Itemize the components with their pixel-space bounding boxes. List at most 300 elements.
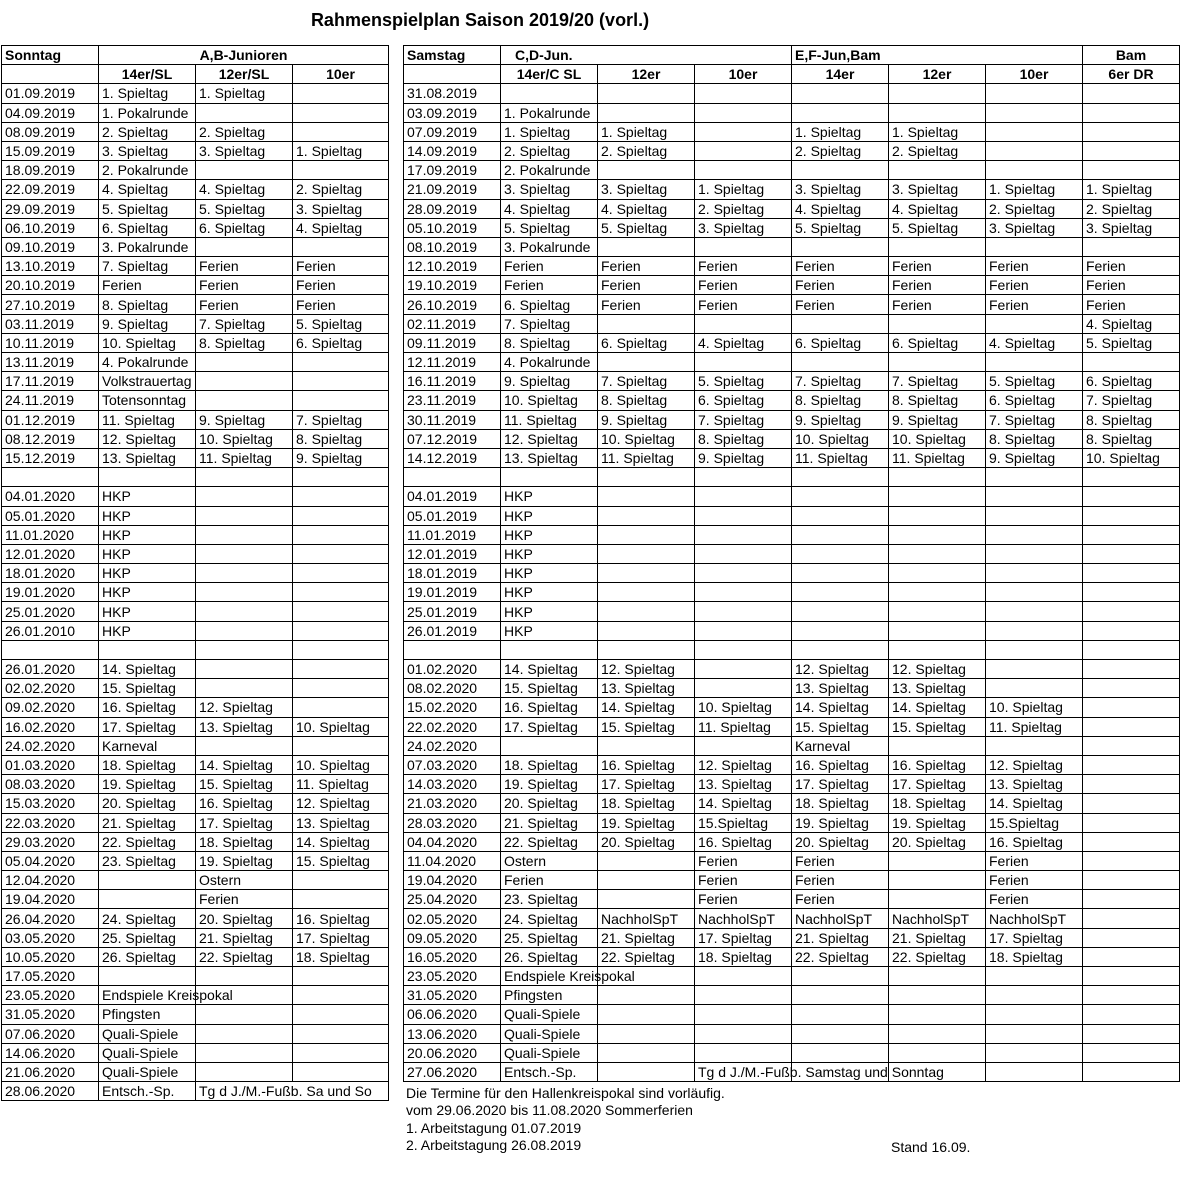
schedule-cell: 7. Spieltag — [501, 314, 598, 333]
schedule-cell — [986, 1005, 1083, 1024]
schedule-cell: 16. Spieltag — [598, 755, 695, 774]
table-row — [404, 794, 1180, 813]
table-row — [2, 1005, 389, 1024]
schedule-cell: 12. Spieltag — [695, 755, 792, 774]
schedule-cell: 8. Spieltag — [986, 429, 1083, 448]
schedule-cell — [598, 103, 695, 122]
schedule-cell: 22. Spieltag — [196, 947, 293, 966]
schedule-cell — [1083, 851, 1180, 870]
schedule-cell — [695, 141, 792, 160]
schedule-cell — [598, 1024, 695, 1043]
schedule-cell — [1083, 1043, 1180, 1062]
date-cell: 19.04.2020 — [404, 871, 501, 890]
schedule-cell: Ferien — [792, 257, 889, 276]
schedule-cell — [1083, 544, 1180, 563]
schedule-cell — [1083, 909, 1180, 928]
date-cell: 25.04.2020 — [404, 890, 501, 909]
schedule-cell — [792, 487, 889, 506]
schedule-cell — [293, 621, 389, 640]
schedule-cell: 19. Spieltag — [889, 813, 986, 832]
schedule-cell — [598, 621, 695, 640]
schedule-cell: 25. Spieltag — [99, 928, 196, 947]
schedule-cell: 14. Spieltag — [598, 698, 695, 717]
schedule-cell: 26. Spieltag — [99, 947, 196, 966]
schedule-cell: 9. Spieltag — [501, 372, 598, 391]
schedule-cell: Pfingsten — [99, 1005, 196, 1024]
schedule-cell: 10. Spieltag — [986, 698, 1083, 717]
schedule-cell: 1. Spieltag — [501, 122, 598, 141]
schedule-cell: 13. Spieltag — [792, 679, 889, 698]
schedule-cell — [986, 353, 1083, 372]
schedule-cell: 13. Spieltag — [695, 775, 792, 794]
schedule-cell: 15. Spieltag — [792, 717, 889, 736]
table-row — [404, 410, 1180, 429]
schedule-cell — [792, 967, 889, 986]
schedule-cell — [293, 506, 389, 525]
schedule-cell — [695, 525, 792, 544]
date-cell: 16.05.2020 — [404, 947, 501, 966]
schedule-cell: 18. Spieltag — [986, 947, 1083, 966]
schedule-cell: 1. Spieltag — [1083, 180, 1180, 199]
table-row — [2, 333, 389, 352]
table-row — [2, 237, 389, 256]
schedule-cell — [695, 736, 792, 755]
schedule-cell: 10. Spieltag — [695, 698, 792, 717]
table-row — [2, 679, 389, 698]
schedule-cell: HKP — [501, 564, 598, 583]
schedule-cell: 8. Spieltag — [196, 333, 293, 352]
schedule-cell: 16. Spieltag — [501, 698, 598, 717]
schedule-cell — [889, 851, 986, 870]
schedule-cell: 15.Spieltag — [695, 813, 792, 832]
date-cell: 16.11.2019 — [404, 372, 501, 391]
schedule-cell — [986, 564, 1083, 583]
schedule-cell: 21. Spieltag — [99, 813, 196, 832]
schedule-cell — [196, 391, 293, 410]
schedule-cell — [695, 679, 792, 698]
schedule-cell: 8. Spieltag — [792, 391, 889, 410]
table-row — [2, 122, 389, 141]
schedule-cell: 11. Spieltag — [792, 448, 889, 467]
date-cell: 12.01.2020 — [2, 544, 99, 563]
schedule-cell: 3. Spieltag — [501, 180, 598, 199]
schedule-cell — [196, 967, 293, 986]
schedule-cell — [293, 468, 389, 487]
date-cell: 24.02.2020 — [2, 736, 99, 755]
schedule-cell — [792, 84, 889, 103]
saturday-schedule-table — [403, 45, 1180, 1082]
schedule-cell: 20. Spieltag — [501, 794, 598, 813]
schedule-cell — [695, 353, 792, 372]
schedule-cell: 8. Spieltag — [598, 391, 695, 410]
schedule-cell: 4. Spieltag — [196, 180, 293, 199]
schedule-cell: HKP — [501, 544, 598, 563]
table-row — [2, 909, 389, 928]
table-row — [2, 487, 389, 506]
schedule-cell: 4. Spieltag — [695, 333, 792, 352]
schedule-cell: 2. Spieltag — [695, 199, 792, 218]
table-row — [404, 909, 1180, 928]
schedule-cell — [1083, 1062, 1180, 1081]
schedule-cell: 24. Spieltag — [501, 909, 598, 928]
table-row — [2, 410, 389, 429]
table-row — [2, 717, 389, 736]
schedule-cell: 19. Spieltag — [792, 813, 889, 832]
date-cell: 16.02.2020 — [2, 717, 99, 736]
schedule-cell: 2. Spieltag — [1083, 199, 1180, 218]
schedule-cell: 5. Spieltag — [889, 218, 986, 237]
schedule-cell — [598, 544, 695, 563]
schedule-cell — [598, 1043, 695, 1062]
date-cell: 05.01.2020 — [2, 506, 99, 525]
schedule-cell: 1. Spieltag — [792, 122, 889, 141]
schedule-cell: 17. Spieltag — [598, 775, 695, 794]
date-cell: 18.01.2019 — [404, 564, 501, 583]
schedule-cell — [196, 660, 293, 679]
schedule-cell — [1083, 353, 1180, 372]
schedule-cell: 8. Spieltag — [695, 429, 792, 448]
schedule-cell — [196, 1062, 293, 1081]
date-cell: 22.09.2019 — [2, 180, 99, 199]
date-cell: 09.05.2020 — [404, 928, 501, 947]
schedule-cell: Quali-Spiele — [501, 1024, 598, 1043]
table-row — [2, 928, 389, 947]
table-row — [404, 640, 1180, 659]
table-row — [2, 794, 389, 813]
schedule-cell — [196, 468, 293, 487]
schedule-cell: 2. Spieltag — [99, 122, 196, 141]
schedule-cell — [695, 621, 792, 640]
schedule-cell — [598, 1005, 695, 1024]
schedule-cell: Ostern — [501, 851, 598, 870]
schedule-cell — [293, 487, 389, 506]
date-cell: 11.04.2020 — [404, 851, 501, 870]
schedule-cell: 10. Spieltag — [598, 429, 695, 448]
table-row — [404, 218, 1180, 237]
schedule-cell: 17. Spieltag — [501, 717, 598, 736]
schedule-cell: Ferien — [986, 890, 1083, 909]
schedule-cell: 9. Spieltag — [196, 410, 293, 429]
schedule-cell: 14. Spieltag — [293, 832, 389, 851]
table-row — [2, 660, 389, 679]
table-row — [2, 851, 389, 870]
schedule-cell: 1. Spieltag — [196, 84, 293, 103]
table-row — [404, 967, 1180, 986]
schedule-cell: 7. Spieltag — [1083, 391, 1180, 410]
table-row — [404, 525, 1180, 544]
date-cell: 27.06.2020 — [404, 1062, 501, 1081]
schedule-cell — [196, 736, 293, 755]
schedule-cell: 10. Spieltag — [501, 391, 598, 410]
schedule-cell — [695, 640, 792, 659]
schedule-cell — [1083, 794, 1180, 813]
header-group: E,F-Jun,Bam — [792, 46, 1083, 65]
schedule-cell — [986, 679, 1083, 698]
date-cell: 20.06.2020 — [404, 1043, 501, 1062]
schedule-cell: 7. Spieltag — [986, 410, 1083, 429]
schedule-cell — [196, 564, 293, 583]
date-cell: 15.12.2019 — [2, 448, 99, 467]
table-row — [404, 660, 1180, 679]
date-cell: 13.10.2019 — [2, 257, 99, 276]
table-row — [2, 314, 389, 333]
schedule-cell: 22. Spieltag — [501, 832, 598, 851]
schedule-cell — [1083, 947, 1180, 966]
schedule-cell: 23. Spieltag — [501, 890, 598, 909]
schedule-cell — [293, 84, 389, 103]
note-stand: Stand 16.09. — [891, 1139, 971, 1155]
schedule-cell: 1. Spieltag — [598, 122, 695, 141]
schedule-cell — [986, 544, 1083, 563]
schedule-cell — [792, 640, 889, 659]
schedule-cell — [1083, 679, 1180, 698]
schedule-cell: Ferien — [598, 257, 695, 276]
date-cell: 07.09.2019 — [404, 122, 501, 141]
table-row — [404, 890, 1180, 909]
schedule-cell — [695, 468, 792, 487]
schedule-cell: 20. Spieltag — [889, 832, 986, 851]
date-cell: 04.09.2019 — [2, 103, 99, 122]
schedule-cell: 4. Pokalrunde — [99, 353, 196, 372]
schedule-cell — [1083, 660, 1180, 679]
schedule-cell — [293, 698, 389, 717]
schedule-cell — [792, 621, 889, 640]
table-row — [2, 372, 389, 391]
schedule-cell: 11. Spieltag — [695, 717, 792, 736]
schedule-cell — [889, 544, 986, 563]
schedule-cell: 8. Spieltag — [889, 391, 986, 410]
header-class: 12er — [889, 65, 986, 84]
schedule-cell — [293, 602, 389, 621]
schedule-cell: 15. Spieltag — [501, 679, 598, 698]
schedule-cell: 3. Spieltag — [889, 180, 986, 199]
schedule-cell: 15. Spieltag — [889, 717, 986, 736]
schedule-cell — [695, 967, 792, 986]
schedule-cell — [1083, 468, 1180, 487]
date-cell: 24.11.2019 — [2, 391, 99, 410]
schedule-cell: NachholSpT — [792, 909, 889, 928]
schedule-cell — [792, 564, 889, 583]
date-cell: 31.05.2020 — [2, 1005, 99, 1024]
schedule-cell: HKP — [501, 602, 598, 621]
schedule-cell: 19. Spieltag — [501, 775, 598, 794]
schedule-cell: HKP — [99, 621, 196, 640]
schedule-cell: 16. Spieltag — [695, 832, 792, 851]
table-row — [2, 257, 389, 276]
date-cell: 28.06.2020 — [2, 1082, 99, 1101]
schedule-cell: 17. Spieltag — [889, 775, 986, 794]
date-cell: 08.02.2020 — [404, 679, 501, 698]
schedule-cell: HKP — [99, 544, 196, 563]
schedule-cell: NachholSpT — [695, 909, 792, 928]
schedule-cell: 15. Spieltag — [293, 851, 389, 870]
page-title: Rahmenspielplan Saison 2019/20 (vorl.) — [310, 10, 650, 30]
header-row-classes — [2, 65, 389, 84]
date-cell: 08.03.2020 — [2, 775, 99, 794]
schedule-cell: 13. Spieltag — [501, 448, 598, 467]
schedule-cell — [1083, 84, 1180, 103]
schedule-cell — [293, 871, 389, 890]
schedule-cell: 20. Spieltag — [196, 909, 293, 928]
schedule-cell — [598, 468, 695, 487]
schedule-cell — [986, 660, 1083, 679]
schedule-cell: 21. Spieltag — [598, 928, 695, 947]
header-class: 14er/SL — [99, 65, 196, 84]
table-row — [2, 813, 389, 832]
schedule-cell: 17. Spieltag — [792, 775, 889, 794]
schedule-cell: 19. Spieltag — [598, 813, 695, 832]
schedule-cell: 5. Spieltag — [196, 199, 293, 218]
schedule-cell — [889, 468, 986, 487]
schedule-cell — [1083, 506, 1180, 525]
schedule-cell — [598, 640, 695, 659]
schedule-cell: 22. Spieltag — [598, 947, 695, 966]
schedule-cell: Tg d J./M.-Fußb. Sa und So — [196, 1082, 389, 1101]
note-hallenkreispokal: Die Termine für den Hallenkreispokal sind vorläufig. — [406, 1085, 725, 1101]
schedule-cell: 19. Spieltag — [196, 851, 293, 870]
schedule-cell — [792, 314, 889, 333]
schedule-cell: 21. Spieltag — [792, 928, 889, 947]
schedule-cell — [986, 1043, 1083, 1062]
schedule-cell — [293, 564, 389, 583]
schedule-cell — [889, 967, 986, 986]
schedule-cell: 1. Spieltag — [293, 141, 389, 160]
schedule-cell — [889, 314, 986, 333]
table-row — [2, 295, 389, 314]
schedule-cell: 5. Spieltag — [598, 218, 695, 237]
schedule-cell: Quali-Spiele — [501, 1043, 598, 1062]
schedule-cell — [598, 564, 695, 583]
schedule-cell: 9. Spieltag — [293, 448, 389, 467]
schedule-cell: Ferien — [695, 871, 792, 890]
schedule-cell: 9. Spieltag — [792, 410, 889, 429]
schedule-cell — [986, 141, 1083, 160]
date-cell: 28.03.2020 — [404, 813, 501, 832]
table-row — [404, 1043, 1180, 1062]
schedule-cell: Ferien — [695, 890, 792, 909]
header-class: 6er DR — [1083, 65, 1180, 84]
schedule-cell: 5. Spieltag — [695, 372, 792, 391]
schedule-cell — [196, 679, 293, 698]
date-cell: 22.03.2020 — [2, 813, 99, 832]
table-row — [2, 103, 389, 122]
schedule-cell — [792, 1043, 889, 1062]
schedule-cell: 1. Pokalrunde — [501, 103, 598, 122]
schedule-cell — [293, 736, 389, 755]
schedule-cell: 13. Spieltag — [99, 448, 196, 467]
table-row — [404, 257, 1180, 276]
date-cell: 02.05.2020 — [404, 909, 501, 928]
schedule-cell — [293, 1043, 389, 1062]
date-cell: 14.09.2019 — [404, 141, 501, 160]
schedule-cell — [1083, 583, 1180, 602]
schedule-cell: Ferien — [889, 295, 986, 314]
header-class: 12er/SL — [196, 65, 293, 84]
table-row — [2, 1062, 389, 1081]
schedule-cell: 12. Spieltag — [293, 794, 389, 813]
schedule-cell — [598, 986, 695, 1005]
schedule-cell: 14. Spieltag — [196, 755, 293, 774]
table-row — [404, 103, 1180, 122]
schedule-cell — [99, 871, 196, 890]
schedule-cell: Ferien — [792, 890, 889, 909]
schedule-cell — [889, 640, 986, 659]
schedule-cell: HKP — [501, 583, 598, 602]
table-row — [404, 468, 1180, 487]
schedule-cell — [986, 84, 1083, 103]
schedule-cell — [695, 660, 792, 679]
schedule-cell — [889, 525, 986, 544]
schedule-cell — [1083, 525, 1180, 544]
schedule-cell: 17. Spieltag — [293, 928, 389, 947]
schedule-cell — [293, 1005, 389, 1024]
table-row — [404, 506, 1180, 525]
schedule-cell: NachholSpT — [598, 909, 695, 928]
schedule-cell: 4. Spieltag — [792, 199, 889, 218]
schedule-cell: 15. Spieltag — [598, 717, 695, 736]
schedule-cell — [889, 487, 986, 506]
schedule-cell — [889, 84, 986, 103]
schedule-cell: 16. Spieltag — [792, 755, 889, 774]
schedule-cell — [99, 468, 196, 487]
table-row — [404, 1005, 1180, 1024]
table-row — [404, 679, 1180, 698]
date-cell: 12.10.2019 — [404, 257, 501, 276]
schedule-cell — [695, 487, 792, 506]
date-cell: 19.04.2020 — [2, 890, 99, 909]
schedule-cell: 8. Spieltag — [501, 333, 598, 352]
date-cell: 12.01.2019 — [404, 544, 501, 563]
schedule-cell: 3. Spieltag — [293, 199, 389, 218]
schedule-cell — [1083, 890, 1180, 909]
schedule-cell: 9. Spieltag — [889, 410, 986, 429]
table-row — [404, 832, 1180, 851]
schedule-cell: Tg d J./M.-Fußb. Samstag und Sonntag — [695, 1062, 792, 1081]
date-cell: 05.01.2019 — [404, 506, 501, 525]
table-row — [404, 851, 1180, 870]
schedule-cell — [792, 506, 889, 525]
schedule-cell — [889, 161, 986, 180]
date-cell: 23.05.2020 — [2, 986, 99, 1005]
date-cell: 25.01.2019 — [404, 602, 501, 621]
schedule-cell: Quali-Spiele — [99, 1024, 196, 1043]
schedule-cell: Pfingsten — [501, 986, 598, 1005]
schedule-cell — [986, 640, 1083, 659]
schedule-cell — [1083, 717, 1180, 736]
schedule-cell: 18. Spieltag — [99, 755, 196, 774]
schedule-cell — [1083, 161, 1180, 180]
schedule-cell: 2. Pokalrunde — [99, 161, 196, 180]
schedule-cell: 1. Spieltag — [99, 84, 196, 103]
schedule-cell: 13. Spieltag — [986, 775, 1083, 794]
schedule-cell — [1083, 237, 1180, 256]
date-cell: 14.06.2020 — [2, 1043, 99, 1062]
schedule-cell — [196, 372, 293, 391]
schedule-cell — [986, 986, 1083, 1005]
schedule-cell: 12. Spieltag — [889, 660, 986, 679]
table-row — [2, 525, 389, 544]
schedule-cell: 22. Spieltag — [889, 947, 986, 966]
schedule-cell: 7. Spieltag — [196, 314, 293, 333]
table-row — [404, 199, 1180, 218]
schedule-cell — [293, 372, 389, 391]
date-cell: 29.09.2019 — [2, 199, 99, 218]
schedule-cell — [598, 314, 695, 333]
schedule-cell: Ferien — [1083, 257, 1180, 276]
schedule-cell: NachholSpT — [889, 909, 986, 928]
schedule-cell: 6. Spieltag — [293, 333, 389, 352]
date-cell: 01.12.2019 — [2, 410, 99, 429]
